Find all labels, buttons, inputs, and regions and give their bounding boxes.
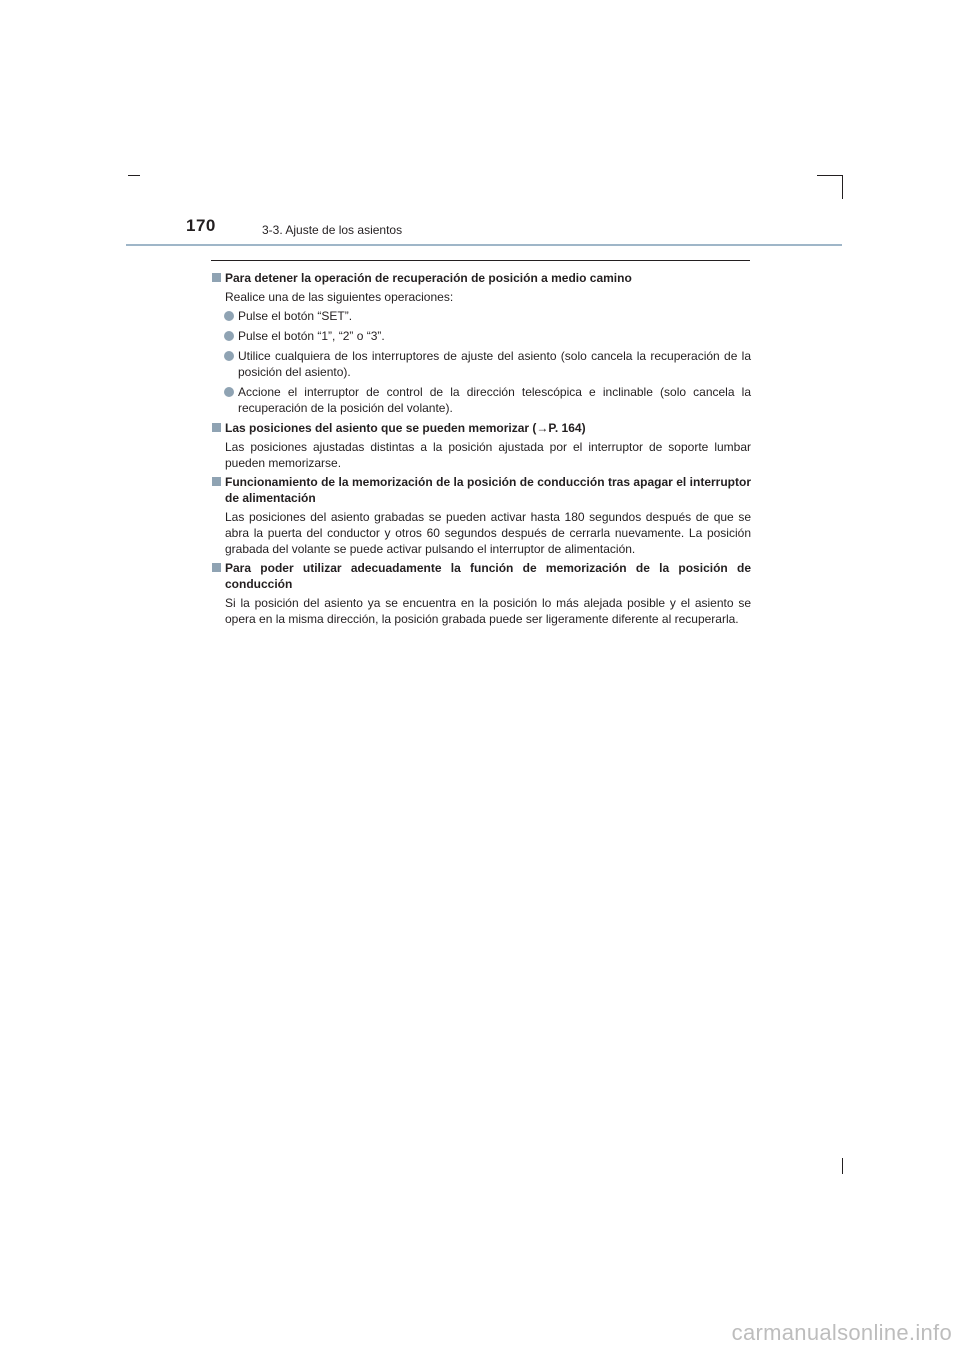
crop-mark-top-right-v xyxy=(842,175,843,199)
watermark: carmanualsonline.info xyxy=(731,1320,952,1345)
circle-bullet-icon xyxy=(224,351,234,361)
page-number: 170 xyxy=(186,216,216,235)
crop-mark-top-left xyxy=(128,175,140,176)
square-bullet-icon xyxy=(212,423,221,432)
section-paragraph: Si la posición del asiento ya se encuentra en la posición lo más alejada posible y el asiento se opera en la misma dirección, la posición grabada puede ser ligeramente diferente al recuperarla. xyxy=(225,596,751,626)
section-memorizable-positions xyxy=(210,420,751,471)
list-item: Pulse el botón “1”, “2” o “3”. xyxy=(210,328,751,344)
section-paragraph: Las posiciones ajustadas distintas a la posición ajustada por el interruptor de soporte lumbar pueden memorizarse. xyxy=(225,440,751,470)
content-body xyxy=(210,270,751,630)
circle-bullet-icon xyxy=(224,331,234,341)
section-title: 3-3. Ajuste de los asientos xyxy=(262,223,403,237)
content-top-rule xyxy=(211,260,750,261)
section-paragraph: Las posiciones del asiento grabadas se pueden activar hasta 180 segundos después de que se abra la puerta del conductor y otros 60 segundos después de cerrarla nuevamente. La posición grabada del volante se puede activar pulsando el interruptor de alimentación. xyxy=(225,510,751,556)
section-heading: Para detener la operación de recuperación de posición a medio camino xyxy=(210,270,751,286)
list-item: Pulse el botón “SET”. xyxy=(210,308,751,324)
header-rule xyxy=(126,244,842,246)
section-proper-use xyxy=(210,560,751,627)
crop-mark-top-right-h xyxy=(817,175,843,176)
square-bullet-icon xyxy=(212,563,221,572)
circle-bullet-icon xyxy=(224,311,234,321)
square-bullet-icon xyxy=(212,273,221,282)
section-heading: Las posiciones del asiento que se pueden memorizar (→P. 164) xyxy=(210,420,751,436)
list-item: Accione el interruptor de control de la dirección telescópica e inclinable (solo cancela la recuperación de la posición del volante). xyxy=(210,384,751,416)
section-heading: Funcionamiento de la memorización de la posición de conducción tras apagar el interruptor de alimentación xyxy=(210,474,751,506)
circle-bullet-icon xyxy=(224,387,234,397)
crop-mark-bottom-right-v xyxy=(842,1158,843,1174)
section-after-power-off xyxy=(210,474,751,557)
section-heading: Para poder utilizar adecuadamente la función de memorización de la posición de conducción xyxy=(210,560,751,592)
section-stop-recall xyxy=(210,270,751,416)
list-item: Utilice cualquiera de los interruptores de ajuste del asiento (solo cancela la recuperación de la posición del asiento). xyxy=(210,348,751,380)
square-bullet-icon xyxy=(212,477,221,486)
section-paragraph: Realice una de las siguientes operaciones: xyxy=(225,290,454,304)
